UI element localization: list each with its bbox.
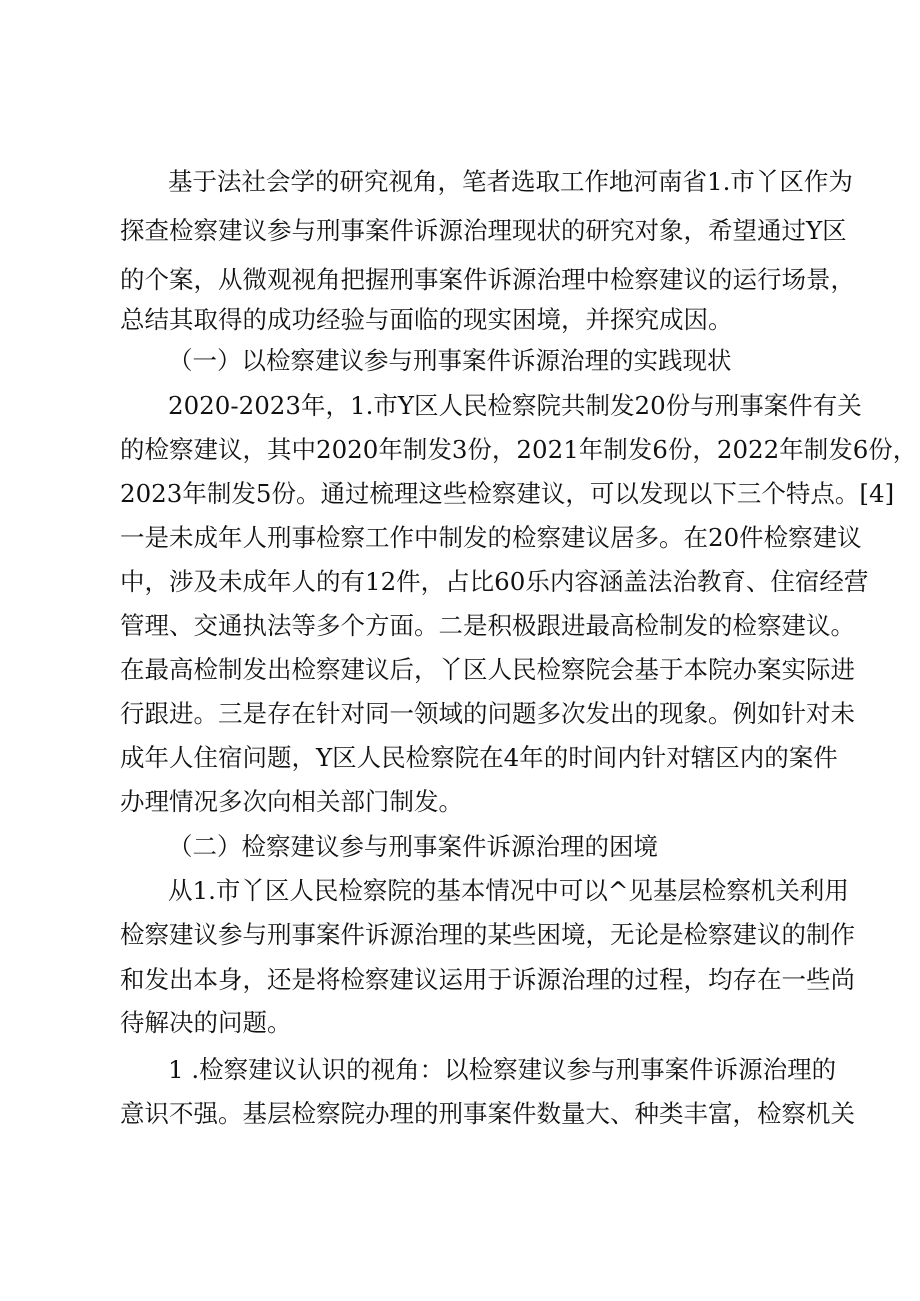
paragraph-2-line-1: 2020-2023年，1.市Y区人民检察院共制发20份与刑事案件有关 [168, 391, 862, 420]
section-heading-1: （一）以检察建议参与刑事案件诉源治理的实践现状 [168, 346, 732, 375]
paragraph-2-line-4: 一是未成年人刑事检察工作中制发的检察建议居多。在20件检察建议 [120, 523, 862, 552]
paragraph-1-line-2: 探查检察建议参与刑事案件诉源治理现状的研究对象，希望通过Y区 [120, 216, 847, 245]
paragraph-3-line-2: 检察建议参与刑事案件诉源治理的某些困境，无论是检察建议的制作 [120, 920, 855, 949]
paragraph-2-line-7: 在最高检制发出检察建议后，丫区人民检察院会基于本院办案实际进 [120, 655, 855, 684]
section-heading-2: （二）检察建议参与刑事案件诉源治理的困境 [168, 832, 658, 861]
paragraph-2-line-2: 的检察建议，其中2020年制发3份，2021年制发6份，2022年制发6份， [120, 435, 918, 464]
paragraph-2-line-10: 办理情况多次向相关部门制发。 [120, 787, 463, 816]
paragraph-3-line-1: 从1.市丫区人民检察院的基本情况中可以^见基层检察机关利用 [168, 876, 849, 905]
paragraph-2-line-6: 管理、交通执法等多个方面。二是积极跟进最高检制发的检察建议。 [120, 611, 855, 640]
paragraph-4-line-1: 1 .检察建议认识的视角：以检察建议参与刑事案件诉源治理的 [168, 1055, 837, 1084]
paragraph-2-line-8: 行跟进。三是存在针对同一领域的问题多次发出的现象。例如针对未 [120, 699, 855, 728]
paragraph-2-line-5: 中，涉及未成年人的有12件，占比60乐内容涵盖法治教育、住宿经营 [120, 567, 869, 596]
paragraph-2-line-9: 成年人住宿问题，Y区人民检察院在4年的时间内针对辖区内的案件 [120, 743, 838, 772]
paragraph-4-line-2: 意识不强。基层检察院办理的刑事案件数量大、种类丰富，检察机关 [120, 1099, 855, 1128]
paragraph-3-line-3: 和发出本身，还是将检察建议运用于诉源治理的过程，均存在一些尚 [120, 965, 855, 994]
paragraph-2-line-3: 2023年制发5份。通过梳理这些检察建议，可以发现以下三个特点。[4] [120, 479, 895, 508]
paragraph-1-line-4: 总结其取得的成功经验与面临的现实困境，并探究成因。 [120, 305, 733, 334]
paragraph-1-line-1: 基于法社会学的研究视角，笔者选取工作地河南省1.市丫区作为 [168, 167, 853, 196]
paragraph-3-line-4: 待解决的问题。 [120, 1008, 292, 1037]
paragraph-1-line-3: 的个案，从微观视角把握刑事案件诉源治理中检察建议的运行场景， [120, 265, 855, 294]
